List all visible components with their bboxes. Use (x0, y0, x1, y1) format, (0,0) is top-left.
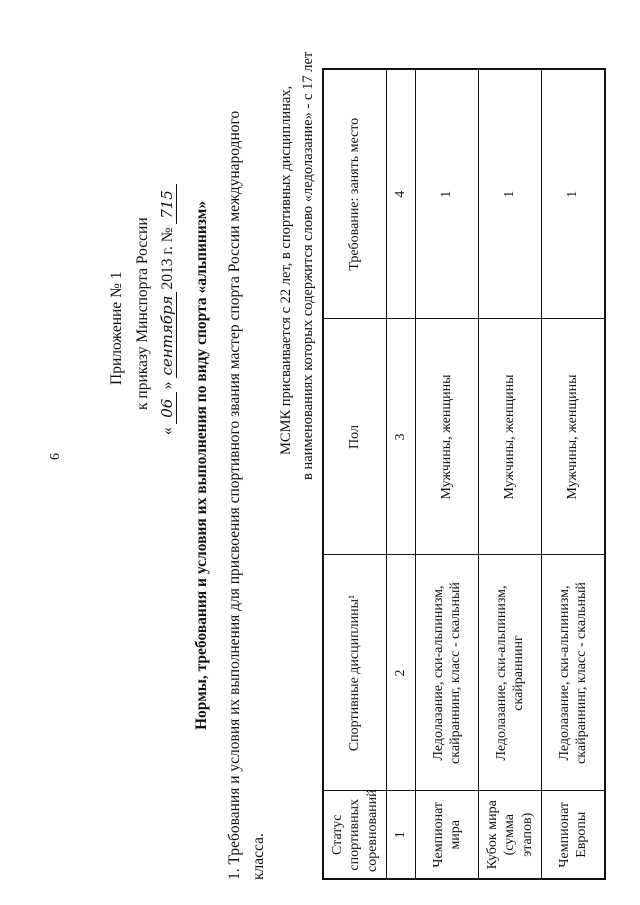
rotated-document-page (10, 10, 610, 890)
cell-disciplines: Ледолазание, ски-альпинизм, скайраннинг (479, 555, 542, 791)
date-year: 2013 г. № (159, 227, 176, 290)
date-close-quote: » (159, 381, 176, 390)
cell-competition: Кубок мира (сумма этапов) (479, 791, 542, 879)
date-open-quote: « (159, 427, 176, 435)
cell-disciplines: Ледолазание, ски-альпинизм, скайраннинг, класс - скальный (542, 555, 606, 791)
age-requirement-line2: в наименованиях которых содержится слово «ледолазание» - с 17 лет (300, 51, 316, 480)
column-number: 4 (387, 69, 416, 319)
order-date-line (158, 184, 177, 435)
cell-gender: Мужчины, женщины (479, 319, 542, 555)
table-row (542, 69, 606, 879)
handwritten-day: 06 (158, 392, 177, 424)
handwritten-doc-number: 715 (158, 184, 177, 224)
table-column-numbers-row (387, 69, 416, 879)
header-gender: Пол (323, 319, 387, 555)
cell-disciplines: Ледолазание, ски-альпинизм, скайраннинг, класс - скальный (416, 555, 479, 791)
appendix-title: Приложение № 1 (108, 271, 125, 385)
norms-table (322, 68, 606, 880)
header-disciplines: Спортивные дисциплины¹ (323, 555, 387, 791)
age-requirement-line1: МСМК присваивается с 22 лет, в спортивных дисциплинах, (278, 85, 294, 455)
header-place-requirement: Требование: занять место (323, 69, 387, 319)
document-heading: Нормы, требования и условия их выполнения по виду спорта «альпинизм» (193, 200, 210, 730)
cell-competition: Чемпионат мира (416, 791, 479, 879)
order-reference: к приказу Минспорта России (134, 217, 151, 410)
cell-competition: Чемпионат Европы (542, 791, 606, 879)
column-number: 3 (387, 319, 416, 555)
cell-place: 1 (542, 69, 606, 319)
table-row (416, 69, 479, 879)
table-header-row (323, 69, 387, 879)
handwritten-month: сентября (158, 293, 177, 379)
cell-gender: Мужчины, женщины (416, 319, 479, 555)
column-number: 1 (387, 791, 416, 879)
requirements-paragraph-line2: класса. (250, 833, 267, 880)
table-row (479, 69, 542, 879)
cell-place: 1 (479, 69, 542, 319)
page-number: 6 (48, 453, 63, 460)
header-competition-status: Статус спортивных соревнований (323, 791, 387, 879)
cell-gender: Мужчины, женщины (542, 319, 606, 555)
cell-place: 1 (416, 69, 479, 319)
requirements-paragraph-line1: 1. Требования и условия их выполнения для присвоения спортивного звания мастер спорта России международного (226, 110, 243, 880)
column-number: 2 (387, 555, 416, 791)
